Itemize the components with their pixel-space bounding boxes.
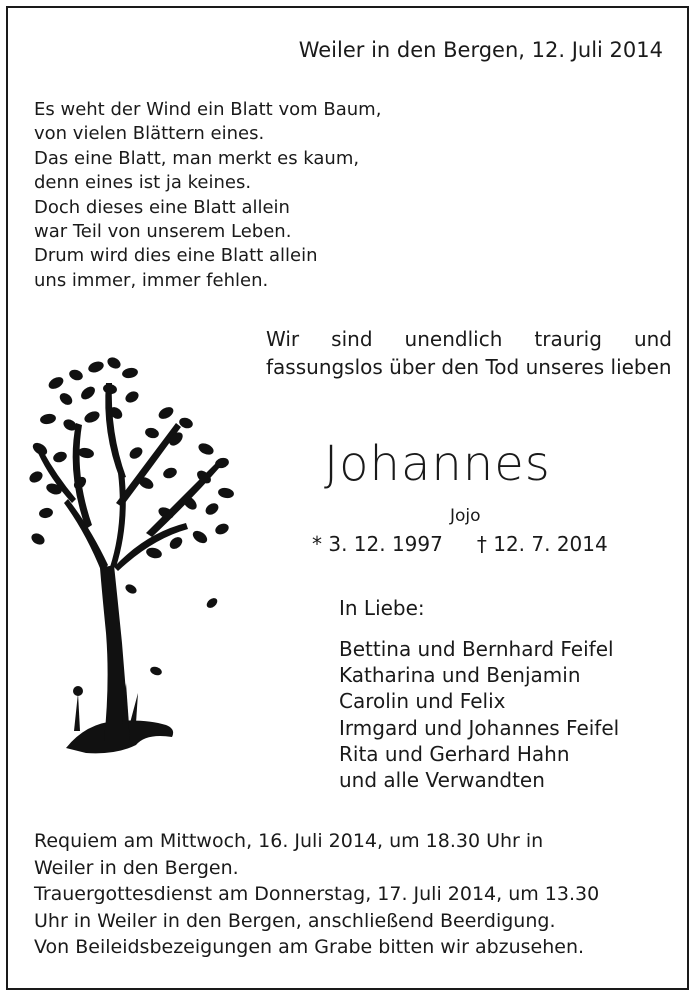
mourner-line: und alle Verwandten <box>339 768 545 793</box>
poem-line: Es weht der Wind ein Blatt vom Baum, <box>34 99 382 120</box>
place-date: Weiler in den Bergen, 12. Juli 2014 <box>298 38 663 62</box>
service-line: Von Beileidsbezeigungen am Grabe bitten wir abzusehen. <box>34 936 585 958</box>
mourner-line: Bettina und Bernhard Feifel <box>339 637 614 661</box>
mourner-line: Rita und Gerhard Hahn <box>339 741 570 766</box>
poem-line: Doch dieses eine Blatt allein <box>34 196 290 218</box>
obituary-notice <box>6 6 689 990</box>
poem-line: Drum wird dies eine Blatt allein <box>34 245 318 267</box>
poem-line: denn eines ist ja keines. <box>34 172 252 194</box>
service-line: Weiler in den Bergen. <box>34 856 239 879</box>
death-date: † 12. 7. 2014 <box>476 532 608 556</box>
intro-text: Wir sind unendlich traurig und fassungslos über den Tod unseres lieben <box>266 327 672 379</box>
deceased-name: Johannes <box>324 436 551 492</box>
service-info <box>34 828 670 961</box>
service-line: Uhr in Weiler in den Bergen, anschließend Beerdigung. <box>34 909 556 932</box>
service-line: Requiem am Mittwoch, 16. Juli 2014, um 18.30 Uhr in <box>34 830 544 852</box>
mourners-list <box>339 636 619 793</box>
poem-line: von vielen Blättern eines. <box>34 123 265 145</box>
poem-line: Das eine Blatt, man merkt es kaum, <box>34 147 360 169</box>
mourner-line: Katharina und Benjamin <box>339 663 581 688</box>
mourner-line: Carolin und Felix <box>339 689 506 714</box>
poem <box>34 98 381 293</box>
poem-line: uns immer, immer fehlen. <box>34 269 269 291</box>
service-line: Trauergottesdienst am Donnerstag, 17. Juli 2014, um 13.30 <box>34 883 600 905</box>
tree-silhouette-icon <box>26 353 241 763</box>
poem-line: war Teil von unserem Leben. <box>34 221 292 243</box>
birth-date: * 3. 12. 1997 <box>312 532 443 556</box>
family-heading: In Liebe: <box>339 596 425 620</box>
deceased-nickname: Jojo <box>450 506 481 526</box>
mourner-line: Irmgard und Johannes Feifel <box>339 715 620 740</box>
life-dates <box>312 532 608 556</box>
